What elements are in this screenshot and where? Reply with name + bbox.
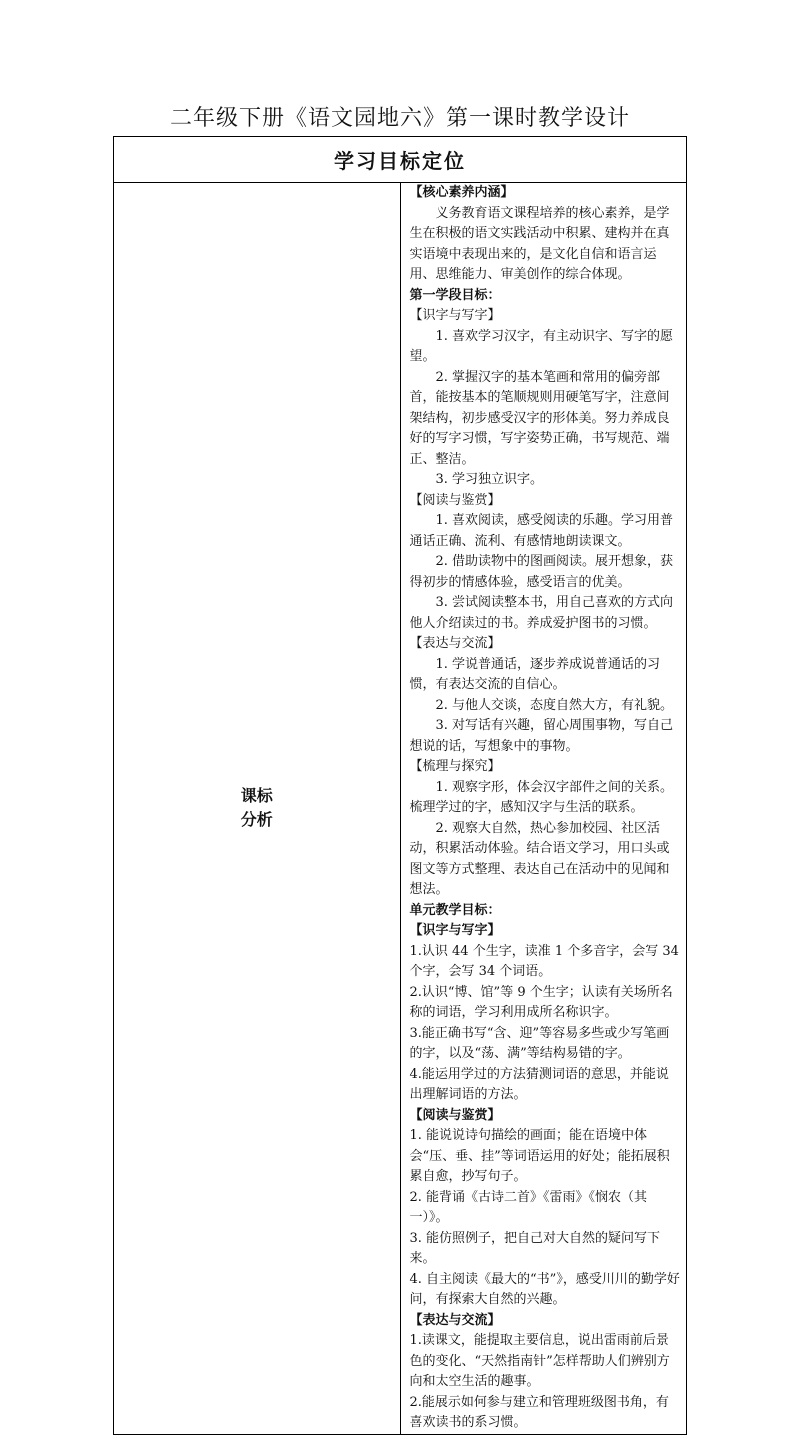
unit-item: 4.能运用学过的方法猜测词语的意思，并能说出理解词语的方法。 (409, 1066, 669, 1102)
stage-item: 1. 观察字形，体会汉字部件之间的关系。梳理学过的字，感知汉字与生活的联系。 (409, 779, 674, 815)
unit-item: 1. 能说说诗句描绘的画面；能在语境中体会“压、垂、挂”等词语运用的好处；能拓展积累自愈，抄写句子。 (409, 1128, 670, 1184)
stage-item: 2. 与他人交谈，态度自然大方，有礼貌。 (435, 697, 674, 713)
side-label-line-1: 课标 (240, 786, 273, 806)
unit-item: 2.认识“博、馆”等 9 个生字；认读有关场所名称的词语，学习利用成所名称识字。 (409, 984, 673, 1020)
unit-item: 1.读课文，能提取主要信息，说出雷雨前后景色的变化、“天然指南针”怎样帮助人们辨别方向和太空生活的趣事。 (409, 1333, 670, 1389)
content-cell (400, 183, 687, 1435)
stage-item: 1. 喜欢阅读，感受阅读的乐趣。学习用普通话正确、流利、有感情地朗读课文。 (409, 513, 674, 549)
stage-group-title: 【识字与写字】 (409, 308, 501, 323)
core-heading: 【核心素养内涵】 (409, 185, 514, 200)
stage-item: 2. 观察大自然，热心参加校园、社区活动，积累活动体验。结合语文学习，用口头或图文等方式整理、表达自己在活动中的见闻和想法。 (409, 820, 670, 897)
side-label-line-2: 分析 (240, 810, 273, 830)
unit-group-title: 【识字与写字】 (409, 923, 501, 938)
stage-item: 3. 学习独立识字。 (435, 472, 544, 487)
unit-group-title: 【表达与交流】 (409, 1312, 501, 1328)
stage-item: 2. 掌握汉字的基本笔画和常用的偏旁部首，能按基本的笔顺规则用硬笔写字，注意间架结构，初步感受汉字的形体美。努力养成良好的写字习惯，写字姿势正确，书写规范、端正、整洁。 (409, 369, 670, 467)
core-text: 义务教育语文课程培养的核心素养，是学生在积极的语文实践活动中积累、建构并在真实语境中表现出来的，是文化自信和语言运用、思维能力、审美创作的综合体现。 (409, 205, 670, 282)
stage-item: 1. 学说普通话，逐步养成说普通话的习惯，有表达交流的自信心。 (409, 656, 661, 692)
unit-item: 2.能展示如何参与建立和管理班级图书角，有喜欢读书的系习惯。 (409, 1394, 669, 1430)
section-heading: 学习目标定位 (114, 137, 687, 183)
stage-item: 3. 对写话有兴趣，留心周围事物，写自己想说的话，写想象中的事物。 (409, 718, 674, 754)
unit-item: 3.能正确书写“含、迎”等容易多些或少写笔画的字，以及“荡、满”等结构易错的字。 (409, 1025, 670, 1061)
unit-item: 3. 能仿照例子，把自己对大自然的疑问写下来。 (409, 1230, 661, 1266)
stage-group-title: 【阅读与鉴赏】 (409, 492, 501, 508)
stage-item: 2. 借助读物中的图画阅读。展开想象，获得初步的情感体验，感受语言的优美。 (409, 554, 674, 590)
unit-item: 4. 自主阅读《最大的“书”》，感受川川的勤学好问，有探索大自然的兴趣。 (409, 1271, 680, 1307)
design-table (113, 136, 687, 1435)
stage-item: 3. 尝试阅读整本书，用自己喜欢的方式向他人介绍读过的书。养成爱护图书的习惯。 (409, 595, 674, 631)
side-label-cell (114, 183, 401, 1435)
stage-heading: 第一学段目标： (409, 287, 501, 303)
unit-heading: 单元教学目标： (409, 902, 501, 918)
unit-item: 1.认识 44 个生字，读准 1 个多音字，会写 34 个字，会写 34 个词语。 (409, 943, 679, 979)
unit-group-title: 【阅读与鉴赏】 (409, 1107, 501, 1123)
document-title: 二年级下册《语文园地六》第一课时教学设计 (169, 106, 630, 131)
stage-group-title: 【表达与交流】 (409, 636, 501, 651)
stage-item: 1. 喜欢学习汉字，有主动识字、写字的愿望。 (409, 328, 674, 364)
unit-item: 2. 能背诵《古诗二首》《雷雨》《悯农（其一）》。 (409, 1189, 648, 1225)
stage-group-title: 【梳理与探究】 (409, 759, 501, 774)
